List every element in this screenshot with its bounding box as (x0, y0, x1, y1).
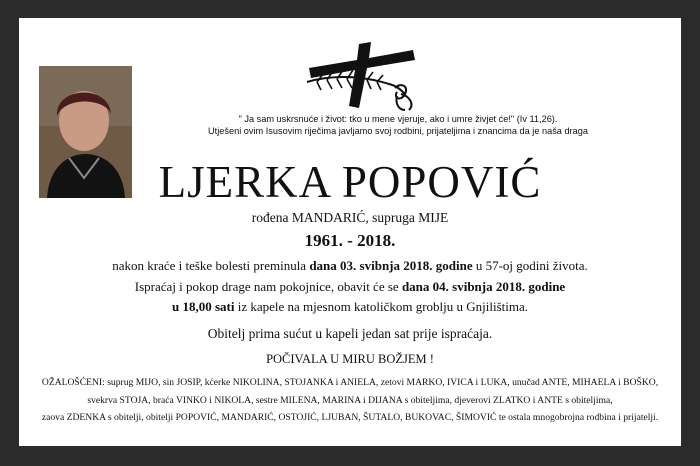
birth-spouse-line: rođena MANDARIĆ, supruga MIJE (251, 210, 449, 225)
cross-with-palm-icon (297, 38, 429, 116)
funeral-date: dana 04. svibnja 2018. godine (401, 279, 566, 294)
maiden-name: MANDARIĆ (291, 210, 366, 225)
rip-line: POČIVALA U MIRU BOŽJEM ! (266, 352, 434, 366)
mourners-list (33, 374, 667, 427)
death-line: nakon kraće i teške bolesti preminula dana 03. svibnja 2018. godine u 57-oj godini života. (112, 258, 588, 273)
condolence-line: Obitelj prima sućut u kapeli jedan sat prije ispraćaja. (207, 326, 493, 341)
funeral-line-2: u 18,00 sati iz kapele na mjesnom katoličkom groblju u Gnjilištima. (171, 299, 528, 314)
obituary-card (19, 18, 681, 446)
mourners-line: zaova ZDENKA s obitelji, obitelji POPOVIĆ, MANDARIĆ, OSTOJIĆ, LJUBAN, ŠUTALO, BUKOVAC, ŠIMOVIĆ te ostala mnogobrojna rodbina i prijatelji. (41, 412, 659, 423)
mourners-line: svekrva STOJA, braća VINKO i NIKOLA, sestre MILENA, MARINA i DIJANA s obiteljima, djeverovi ZLATKO i ANTE s obiteljima, (87, 394, 613, 406)
quote-line: " Ja sam uskrsnuće i život: tko u mene vjeruje, ako i umre živjet će!" (Iv 11,26). (238, 114, 558, 124)
husband-name: MIJE (418, 210, 449, 225)
funeral-line-1: Ispraćaj i pokop drage nam pokojnice, obavit će se dana 04. svibnja 2018. godine (134, 279, 566, 294)
death-date: dana 03. svibnja 2018. godine (309, 258, 473, 273)
bible-quote (144, 113, 652, 137)
life-years: 1961. - 2018. (304, 231, 396, 250)
announcement-line: Utješeni ovim Isusovim riječima javljamo svoj rodbini, prijateljima i znancima da je naša draga (208, 126, 588, 136)
deceased-name: LJERKA POPOVIĆ (158, 157, 542, 207)
funeral-time: u 18,00 sati (171, 299, 235, 314)
mourners-line: OŽALOŠĆENI: suprug MIJO, sin JOSIP, kćerke NIKOLINA, STOJANKA i ANIELA, zetovi MARKO, IVICA i LUKA, unučad ANTE, MIHAELA i BOŠKO, (41, 377, 659, 388)
